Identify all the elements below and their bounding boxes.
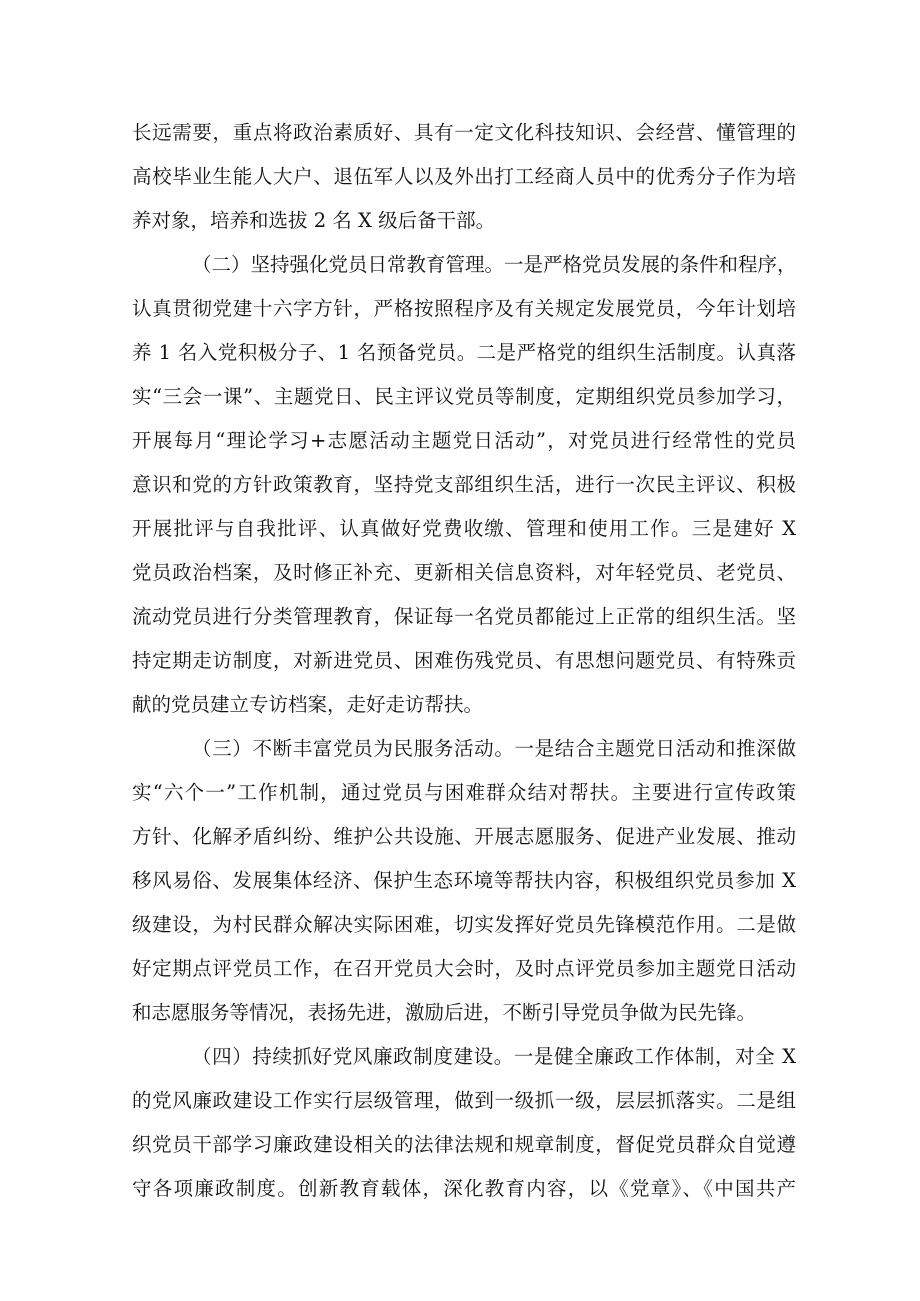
text-line: 方针、化解矛盾纠纷、维护公共设施、开展志愿服务、促进产业发展、推动 xyxy=(132,825,796,848)
text-line: 长远需要，重点将政治素质好、具有一定文化科技知识、会经营、懂管理的 xyxy=(132,121,796,144)
text-line: 养 1 名入党积极分子、1 名预备党员。二是严格党的组织生活制度。认真落 xyxy=(132,341,796,364)
text-line: 和志愿服务等情况，表扬先进，激励后进，不断引导党员争做为民先锋。 xyxy=(132,1001,757,1024)
paragraph-clean-governance xyxy=(132,1035,796,1211)
text-line: 开展批评与自我批评、认真做好党费收缴、管理和使用工作。三是建好 X xyxy=(132,517,796,540)
section-heading-line: （二）坚持强化党员日常教育管理。一是严格党员发展的条件和程序， xyxy=(192,253,797,276)
section-heading-line: （三）不断丰富党员为民服务活动。一是结合主题党日活动和推深做 xyxy=(192,737,796,760)
text-line: 意识和党的方针政策教育，坚持党支部组织生活，进行一次民主评议、积极 xyxy=(132,473,796,496)
text-line: 守各项廉政制度。创新教育载体，深化教育内容，以《党章》、《中国共产 xyxy=(132,1177,796,1200)
section-heading-line: （四）持续抓好党风廉政制度建设。一是健全廉政工作体制，对全 X xyxy=(192,1045,796,1068)
text-line: 实“三会一课”、主题党日、民主评议党员等制度，定期组织党员参加学习， xyxy=(132,385,796,408)
text-line: 持定期走访制度，对新进党员、困难伤残党员、有思想问题党员、有特殊贡 xyxy=(132,649,796,672)
paragraph-member-service-activities xyxy=(132,727,796,1035)
text-line: 级建设，为村民群众解决实际困难，切实发挥好党员先锋模范作用。二是做 xyxy=(132,913,796,936)
text-line: 的党风廉政建设工作实行层级管理，做到一级抓一级，层层抓落实。二是组 xyxy=(132,1089,796,1112)
text-line: 流动党员进行分类管理教育，保证每一名党员都能过上正常的组织生活。坚 xyxy=(132,605,796,628)
paragraph-party-member-education xyxy=(132,243,796,727)
text-line: 认真贯彻党建十六字方针，严格按照程序及有关规定发展党员，今年计划培 xyxy=(132,297,796,320)
text-line: 织党员干部学习廉政建设相关的法律法规和规章制度，督促党员群众自觉遵 xyxy=(132,1133,796,1156)
text-line: 好定期点评党员工作，在召开党员大会时，及时点评党员参加主题党日活动 xyxy=(132,957,796,980)
text-line: 移风易俗、发展集体经济、保护生态环境等帮扶内容，积极组织党员参加 X xyxy=(132,869,796,892)
text-line: 开展每月“理论学习+志愿活动主题党日活动”，对党员进行经常性的党员 xyxy=(132,429,796,452)
text-line: 养对象，培养和选拔 2 名 X 级后备干部。 xyxy=(132,209,496,232)
text-line: 实“六个一”工作机制，通过党员与困难群众结对帮扶。主要进行宣传政策 xyxy=(132,781,796,804)
text-line: 高校毕业生能人大户、退伍军人以及外出打工经商人员中的优秀分子作为培 xyxy=(132,165,796,188)
paragraph-reserve-cadres xyxy=(132,111,796,243)
text-line: 献的党员建立专访档案，走好走访帮扶。 xyxy=(132,693,484,716)
text-line: 党员政治档案，及时修正补充、更新相关信息资料，对年轻党员、老党员、 xyxy=(132,561,796,584)
